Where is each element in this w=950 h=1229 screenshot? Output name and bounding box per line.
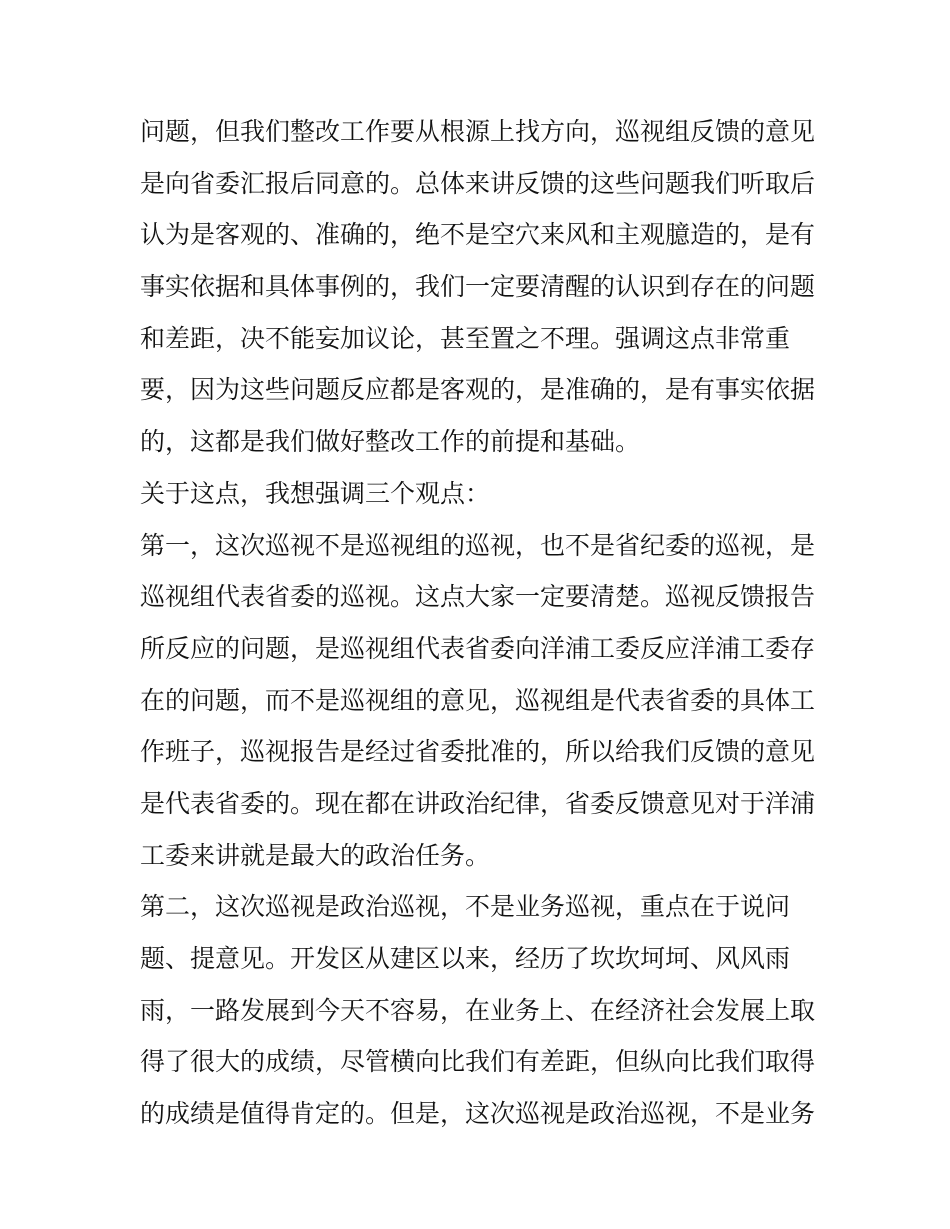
text-line: 要，因为这些问题反应都是客观的，是准确的，是有事实依据 [140, 375, 816, 405]
text-line: 是向省委汇报后同意的。总体来讲反馈的这些问题我们听取后 [140, 168, 816, 198]
text-line: 第二，这次巡视是政治巡视，不是业务巡视，重点在于说问 [140, 892, 791, 922]
text-line: 事实依据和具体事例的，我们一定要清醒的认识到存在的问题 [140, 272, 816, 302]
body-text [140, 106, 820, 1140]
text-line: 在的问题，而不是巡视组的意见，巡视组是代表省委的具体工 [140, 685, 816, 715]
text-line: 所反应的问题，是巡视组代表省委向洋浦工委反应洋浦工委存 [140, 633, 816, 663]
text-line: 的，这都是我们做好整改工作的前提和基础。 [140, 427, 641, 457]
text-line: 认为是客观的、准确的，绝不是空穴来风和主观臆造的，是有 [140, 220, 816, 250]
text-line: 关于这点，我想强调三个观点： [140, 478, 491, 508]
text-line: 题、提意见。开发区从建区以来，经历了坎坎坷坷、风风雨 [140, 944, 791, 973]
text-line: 问题，但我们整改工作要从根源上找方向，巡视组反馈的意见 [140, 117, 816, 146]
text-line: 的成绩是值得肯定的。但是，这次巡视是政治巡视，不是业务 [140, 1099, 816, 1129]
text-line: 作班子，巡视报告是经过省委批准的，所以给我们反馈的意见 [140, 737, 816, 767]
text-line: 和差距，决不能妄加议论，甚至置之不理。强调这点非常重 [140, 323, 791, 353]
text-line: 是代表省委的。现在都在讲政治纪律，省委反馈意见对于洋浦 [140, 788, 816, 818]
text-line: 工委来讲就是最大的政治任务。 [140, 840, 491, 870]
text-line: 雨，一路发展到今天不容易，在业务上、在经济社会发展上取 [140, 995, 816, 1025]
text-line: 得了很大的成绩，尽管横向比我们有差距，但纵向比我们取得 [140, 1047, 816, 1077]
text-line: 第一，这次巡视不是巡视组的巡视，也不是省纪委的巡视，是 [140, 530, 816, 560]
text-line: 巡视组代表省委的巡视。这点大家一定要清楚。巡视反馈报告 [140, 582, 816, 612]
